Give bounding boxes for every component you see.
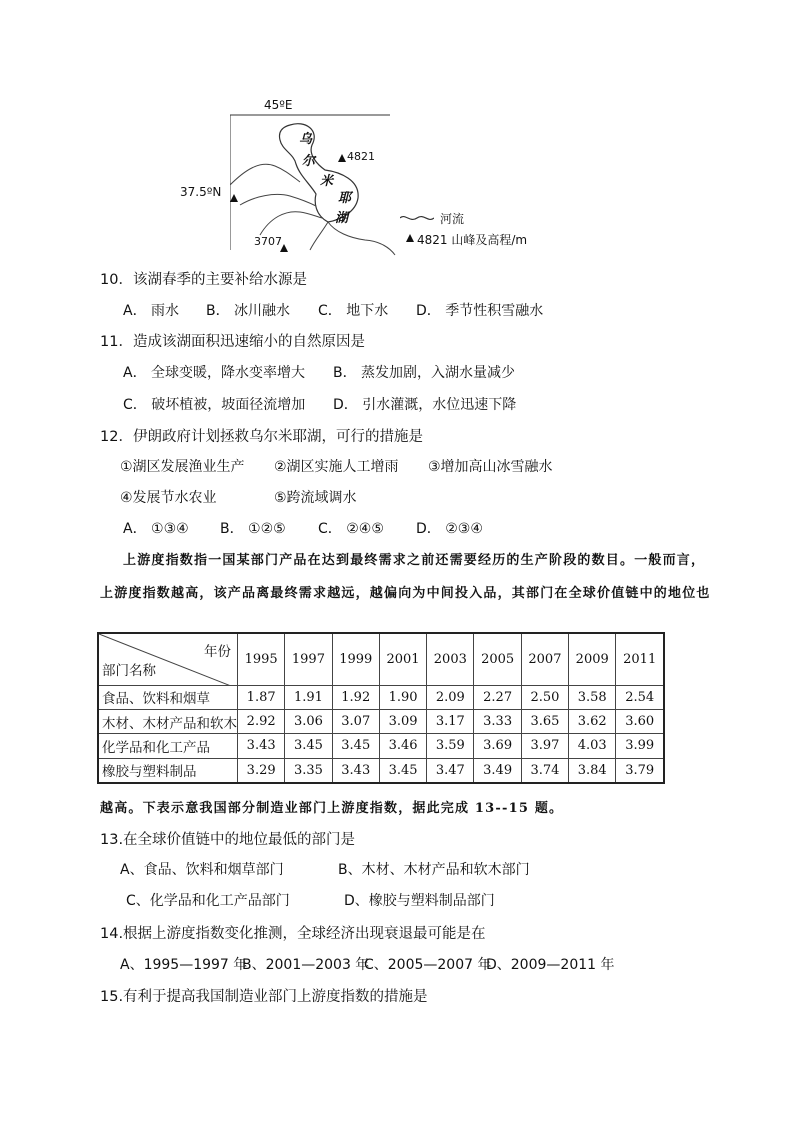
table-cell: 1.92 [332, 685, 379, 709]
q13-option-a: A、食品、饮料和烟草部门 [120, 862, 284, 878]
dept-name: 木材、木材产品和软木 [98, 709, 238, 733]
table-cell: 3.99 [616, 734, 664, 758]
lake-name-char-4: 耶 [338, 191, 352, 206]
q12-item-5: ⑤跨流域调水 [274, 490, 357, 506]
table-cell: 3.33 [474, 709, 521, 733]
table-cell: 2.27 [474, 685, 521, 709]
peak-elevation-1: 4821 [347, 150, 375, 163]
table-cell: 3.84 [569, 758, 616, 783]
table-cell: 2.54 [616, 685, 664, 709]
table-cell: 1.90 [379, 685, 426, 709]
passage-line-2: 上游度指数越高，该产品离最终需求越远，越偏向为中间投入品，其部门在全球价值链中的地位也 [100, 586, 711, 601]
question-12-stem: 12．伊朗政府计划拯救乌尔米耶湖，可行的措施是 [100, 429, 423, 445]
table-cell: 3.58 [569, 685, 616, 709]
table-cell: 3.46 [379, 734, 426, 758]
q12-option-b: B． ①②⑤ [220, 521, 286, 537]
lake-map [180, 95, 540, 255]
table-row [98, 685, 664, 709]
dept-name: 食品、饮料和烟草 [98, 685, 238, 709]
river-1 [230, 164, 300, 185]
q12-item-1: ①湖区发展渔业生产 [120, 459, 245, 475]
question-13-stem: 13.在全球价值链中的地位最低的部门是 [100, 832, 356, 848]
table-cell: 3.35 [285, 758, 332, 783]
q12-item-2: ②湖区实施人工增雨 [274, 459, 399, 475]
q11-option-a: A． 全球变暖，降水变率增大 [123, 365, 306, 381]
peak-legend-label: 4821 山峰及高程/m [417, 233, 528, 247]
table-cell: 3.43 [238, 734, 285, 758]
table-cell: 2.92 [238, 709, 285, 733]
table-cell: 3.17 [427, 709, 474, 733]
dept-name: 化学品和化工产品 [98, 734, 238, 758]
year-header: 2005 [474, 633, 521, 685]
river-2 [240, 194, 316, 206]
q11-option-d: D． 引水灌溉，水位迅速下降 [333, 397, 517, 413]
table-cell: 4.03 [569, 734, 616, 758]
lake-name-char-3: 米 [320, 174, 334, 189]
q11-option-b: B． 蒸发加剧，入湖水量减少 [333, 365, 516, 381]
q14-option-b: B、2001—2003 年 [242, 957, 370, 973]
table-cell: 3.09 [379, 709, 426, 733]
lake-name-char-1: 乌 [299, 132, 313, 147]
q10-option-c: C． 地下水 [318, 303, 389, 319]
passage-line-3: 越高。下表示意我国部分制造业部门上游度指数，据此完成 13--15 题。 [100, 801, 564, 816]
table-cell: 3.43 [332, 758, 379, 783]
table-cell: 3.45 [379, 758, 426, 783]
q10-option-d: D． 季节性积雪融水 [416, 303, 544, 319]
table-cell: 3.07 [332, 709, 379, 733]
passage-line-1: 上游度指数指一国某部门产品在达到最终需求之前还需要经历的生产阶段的数目。一般而言， [123, 553, 706, 568]
longitude-label: 45ºE [264, 98, 293, 112]
table-cell: 3.62 [569, 709, 616, 733]
table-cell: 3.49 [474, 758, 521, 783]
table-cell: 1.87 [238, 685, 285, 709]
table-cell: 3.47 [427, 758, 474, 783]
peak-triangle-1 [338, 154, 346, 162]
river-5 [310, 222, 328, 250]
table-cell: 3.06 [285, 709, 332, 733]
table-cell: 1.91 [285, 685, 332, 709]
lake-name-char-5: 湖 [335, 211, 349, 226]
table-row [98, 709, 664, 733]
year-header: 2007 [521, 633, 568, 685]
table-cell: 3.69 [474, 734, 521, 758]
year-header: 1997 [285, 633, 332, 685]
river-legend-icon [400, 213, 434, 223]
q14-option-c: C、2005—2007 年 [364, 957, 492, 973]
river-legend-label: 河流 [440, 212, 465, 226]
q10-option-b: B． 冰川融水 [206, 303, 291, 319]
q12-option-d: D． ②③④ [416, 521, 483, 537]
q12-item-3: ③增加高山冰雪融水 [428, 459, 553, 475]
table-cell: 2.09 [427, 685, 474, 709]
peak-elevation-2: 3707 [254, 235, 282, 248]
q12-option-a: A． ①③④ [123, 521, 189, 537]
q10-option-a: A． 雨水 [123, 303, 180, 319]
table-header-diagonal-cell [98, 633, 238, 685]
table-row [98, 758, 664, 783]
year-header: 2009 [569, 633, 616, 685]
peak-legend-icon [405, 233, 415, 243]
table-row [98, 734, 664, 758]
peak-triangle-2 [230, 194, 238, 202]
question-15-stem: 15.有利于提高我国制造业部门上游度指数的措施是 [100, 989, 428, 1005]
table-cell: 3.74 [521, 758, 568, 783]
header-year-label: 年份 [204, 644, 231, 660]
river-4 [328, 222, 395, 255]
year-header: 1999 [332, 633, 379, 685]
q14-option-d: D、2009—2011 年 [486, 957, 615, 973]
table-cell: 3.97 [521, 734, 568, 758]
dept-name: 橡胶与塑料制品 [98, 758, 238, 783]
question-14-stem: 14.根据上游度指数变化推测，全球经济出现衰退最可能是在 [100, 926, 486, 942]
table-cell: 3.79 [616, 758, 664, 783]
lake-name-char-2: 尔 [302, 154, 316, 169]
q13-option-c: C、化学品和化工产品部门 [126, 893, 290, 909]
q12-item-4: ④发展节水农业 [120, 490, 217, 506]
q13-option-b: B、木材、木材产品和软木部门 [338, 862, 530, 878]
question-10-stem: 10．该湖春季的主要补给水源是 [100, 272, 307, 288]
question-11-stem: 11．造成该湖面积迅速缩小的自然原因是 [100, 334, 365, 350]
river-3 [260, 212, 322, 235]
q11-option-c: C． 破坏植被，坡面径流增加 [123, 397, 306, 413]
table-cell: 2.50 [521, 685, 568, 709]
q14-option-a: A、1995—1997 年 [120, 957, 248, 973]
year-header: 2011 [616, 633, 664, 685]
latitude-label: 37.5ºN [180, 185, 222, 199]
year-header: 1995 [238, 633, 285, 685]
table-cell: 3.60 [616, 709, 664, 733]
year-header: 2001 [379, 633, 426, 685]
year-header: 2003 [427, 633, 474, 685]
table-cell: 3.45 [285, 734, 332, 758]
table-cell: 3.45 [332, 734, 379, 758]
table-cell: 3.59 [427, 734, 474, 758]
table-cell: 3.29 [238, 758, 285, 783]
q13-option-d: D、橡胶与塑料制品部门 [344, 893, 495, 909]
table-cell: 3.65 [521, 709, 568, 733]
q12-option-c: C． ②④⑤ [318, 521, 384, 537]
header-dept-label: 部门名称 [102, 662, 156, 679]
upstream-index-table [97, 632, 665, 784]
